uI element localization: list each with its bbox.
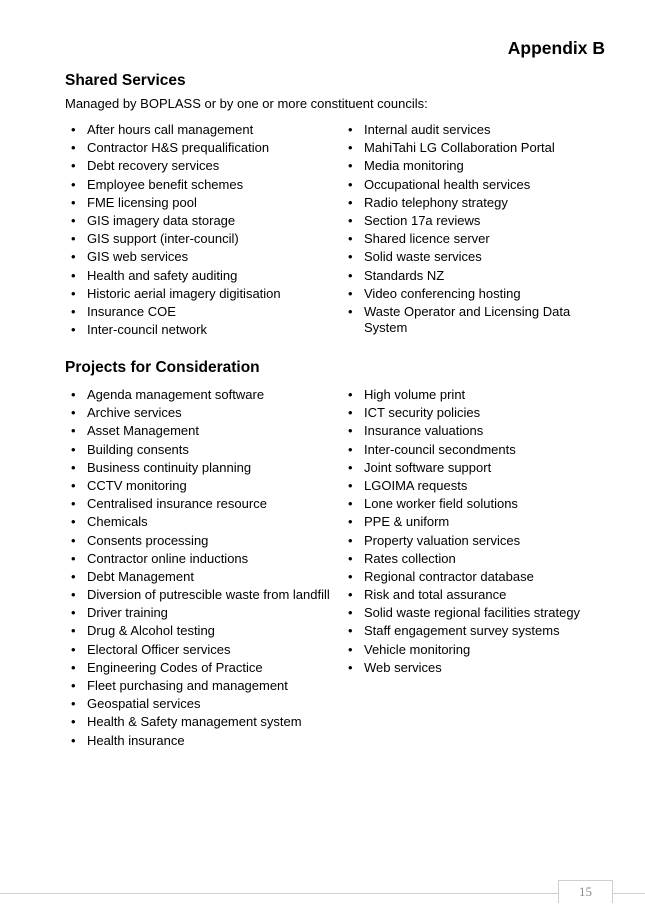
list-item: • Electoral Officer services (65, 642, 335, 658)
list-item: • Consents processing (65, 533, 335, 549)
list-item: • Health and safety auditing (65, 268, 335, 284)
list-item: • Agenda management software (65, 387, 335, 403)
list-item: • Standards NZ (342, 268, 592, 284)
list-item: • Historic aerial imagery digitisation (65, 286, 335, 302)
shared-services-list-right (342, 122, 592, 338)
list-item: • Regional contractor database (342, 569, 592, 585)
list-item: • PPE & uniform (342, 514, 592, 530)
list-item: • Drug & Alcohol testing (65, 623, 335, 639)
appendix-label: Appendix B (507, 38, 605, 58)
footer-divider (0, 893, 645, 894)
list-item: • After hours call management (65, 122, 335, 138)
list-item: • Engineering Codes of Practice (65, 660, 335, 676)
list-item: • Web services (342, 660, 592, 676)
projects-heading: Projects for Consideration (65, 359, 260, 376)
list-item: • CCTV monitoring (65, 478, 335, 494)
list-item: • Geospatial services (65, 696, 335, 712)
projects-list-right (342, 387, 592, 678)
list-item: • GIS web services (65, 249, 335, 265)
shared-services-intro: Managed by BOPLASS or by one or more constituent councils: (65, 96, 428, 111)
list-item: • Archive services (65, 405, 335, 421)
list-item: • Building consents (65, 442, 335, 458)
list-item: • Lone worker field solutions (342, 496, 592, 512)
list-item: • Rates collection (342, 551, 592, 567)
page-number: 15 (579, 884, 592, 899)
list-item: • Employee benefit schemes (65, 177, 335, 193)
list-item: • Driver training (65, 605, 335, 621)
list-item: • Inter-council network (65, 322, 335, 338)
list-item: • Diversion of putrescible waste from landfill (65, 587, 335, 603)
list-item: • Internal audit services (342, 122, 592, 138)
list-item: • Vehicle monitoring (342, 642, 592, 658)
list-item: • Contractor H&S prequalification (65, 140, 335, 156)
list-item: • FME licensing pool (65, 195, 335, 211)
list-item: • Debt recovery services (65, 158, 335, 174)
list-item: • GIS imagery data storage (65, 213, 335, 229)
list-item: • LGOIMA requests (342, 478, 592, 494)
list-item: • Solid waste services (342, 249, 592, 265)
list-item: • Risk and total assurance (342, 587, 592, 603)
list-item: • High volume print (342, 387, 592, 403)
list-item: • Centralised insurance resource (65, 496, 335, 512)
list-item: • Insurance COE (65, 304, 335, 320)
list-item: • Health & Safety management system (65, 714, 335, 730)
list-item: • ICT security policies (342, 405, 592, 421)
list-item: • Shared licence server (342, 231, 592, 247)
list-item: • Solid waste regional facilities strategy (342, 605, 592, 621)
list-item: • Inter-council secondments (342, 442, 592, 458)
shared-services-list-left (65, 122, 335, 340)
list-item: • Fleet purchasing and management (65, 678, 335, 694)
list-item: • MahiTahi LG Collaboration Portal (342, 140, 592, 156)
list-item: • Contractor online inductions (65, 551, 335, 567)
list-item: • Asset Management (65, 423, 335, 439)
list-item: • Section 17a reviews (342, 213, 592, 229)
page-number-box (558, 880, 613, 903)
list-item: • Health insurance (65, 733, 335, 749)
list-item: • Joint software support (342, 460, 592, 476)
list-item: • GIS support (inter-council) (65, 231, 335, 247)
list-item: • Video conferencing hosting (342, 286, 592, 302)
list-item: • Waste Operator and Licensing Data System (342, 304, 592, 336)
list-item: • Radio telephony strategy (342, 195, 592, 211)
list-item: • Insurance valuations (342, 423, 592, 439)
list-item: • Chemicals (65, 514, 335, 530)
list-item: • Debt Management (65, 569, 335, 585)
shared-services-heading: Shared Services (65, 72, 186, 89)
list-item: • Occupational health services (342, 177, 592, 193)
list-item: • Property valuation services (342, 533, 592, 549)
list-item: • Business continuity planning (65, 460, 335, 476)
list-item: • Staff engagement survey systems (342, 623, 592, 639)
projects-list-left (65, 387, 335, 751)
list-item: • Media monitoring (342, 158, 592, 174)
